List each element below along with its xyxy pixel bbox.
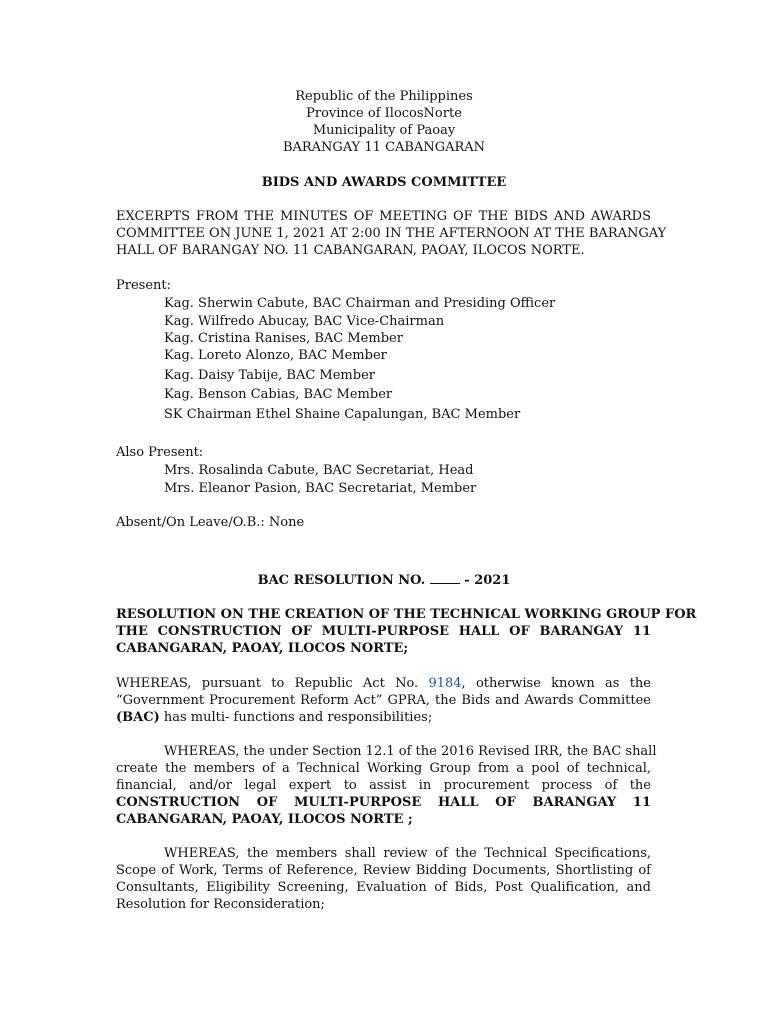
whereas-line: Consultants, Eligibility Screening, Evaluation of Bids, Post Qualification, and (116, 880, 651, 895)
whereas-line: WHEREAS, the members shall review of the Technical Specifications, (164, 846, 651, 861)
resolution-number-blank (430, 572, 460, 584)
present-member: Kag. Sherwin Cabute, BAC Chairman and Presiding Officer (164, 296, 556, 311)
header-barangay: BARANGAY 11 CABANGARAN (282, 140, 486, 155)
whereas-line (116, 709, 651, 726)
whereas-line: WHEREAS, the under Section 12.1 of the 2016 Revised IRR, the BAC shall (164, 744, 657, 759)
letterhead (0, 88, 768, 156)
header-republic: Republic of the Philippines (295, 89, 473, 104)
whereas-text: has multi- functions and responsibilities; (159, 710, 433, 725)
whereas-line (116, 675, 651, 692)
present-member: Kag. Wilfredo Abucay, BAC Vice-Chairman (164, 314, 445, 329)
also-present-label: Also Present: (116, 445, 204, 460)
present-member: SK Chairman Ethel Shaine Capalungan, BAC Member (164, 407, 521, 422)
whereas-line: create the members of a Technical Working Group from a pool of technical, (116, 761, 651, 776)
whereas-line: financial, and/or legal expert to assist in procurement process of the (116, 778, 651, 793)
whereas-line: Resolution for Reconsideration; (116, 897, 325, 912)
excerpt-line: COMMITTEE ON JUNE 1, 2021 AT 2:00 IN THE AFTERNOON AT THE BARANGAY (116, 226, 667, 241)
whereas-text: , otherwise known as the (461, 676, 651, 691)
resolution-title (116, 606, 697, 657)
present-label: Present: (116, 278, 171, 293)
whereas-paragraph-3 (116, 845, 651, 913)
present-member: Kag. Cristina Ranises, BAC Member (164, 331, 403, 346)
resolution-number-prefix: BAC RESOLUTION NO. (257, 573, 426, 588)
whereas-paragraph-2 (116, 743, 657, 828)
committee-title: BIDS AND AWARDS COMMITTEE (261, 175, 507, 190)
resolution-title-line: THE CONSTRUCTION OF MULTI-PURPOSE HALL OF BARANGAY 11 (116, 624, 651, 639)
resolution-number-suffix: - 2021 (459, 573, 511, 588)
header-municipality: Municipality of Paoay (312, 123, 456, 138)
whereas-line: CONSTRUCTION OF MULTI-PURPOSE HALL OF BARANGAY 11 (116, 795, 651, 810)
present-member: Kag. Daisy Tabije, BAC Member (164, 368, 375, 383)
whereas-line: CABANGARAN, PAOAY, ILOCOS NORTE ; (116, 812, 413, 827)
absent-line: Absent/On Leave/O.B.: None (116, 515, 305, 530)
resolution-number (0, 572, 768, 589)
also-present-member: Mrs. Rosalinda Cabute, BAC Secretariat, Head (164, 463, 474, 478)
excerpt-line: HALL OF BARANGAY NO. 11 CABANGARAN, PAOAY, ILOCOS NORTE. (116, 243, 585, 258)
header-province: Province of IlocosNorte (306, 106, 462, 121)
republic-act-number: 9184 (428, 676, 462, 691)
whereas-line: “Government Procurement Reform Act” GPRA, the Bids and Awards Committee (116, 693, 651, 708)
whereas-line: Scope of Work, Terms of Reference, Review Bidding Documents, Shortlisting of (116, 863, 651, 878)
resolution-title-line: RESOLUTION ON THE CREATION OF THE TECHNICAL WORKING GROUP FOR (116, 607, 697, 622)
whereas-paragraph-1 (116, 675, 651, 726)
bac-abbreviation: (BAC) (116, 710, 160, 725)
present-member: Kag. Loreto Alonzo, BAC Member (164, 348, 387, 363)
excerpt-paragraph (116, 208, 667, 259)
resolution-title-line: CABANGARAN, PAOAY, ILOCOS NORTE; (116, 641, 409, 656)
excerpt-line: EXCERPTS FROM THE MINUTES OF MEETING OF THE BIDS AND AWARDS (116, 209, 651, 224)
whereas-text: WHEREAS, pursuant to Republic Act No. (116, 676, 429, 691)
present-member: Kag. Benson Cabias, BAC Member (164, 387, 393, 402)
also-present-member: Mrs. Eleanor Pasion, BAC Secretariat, Member (164, 481, 477, 496)
